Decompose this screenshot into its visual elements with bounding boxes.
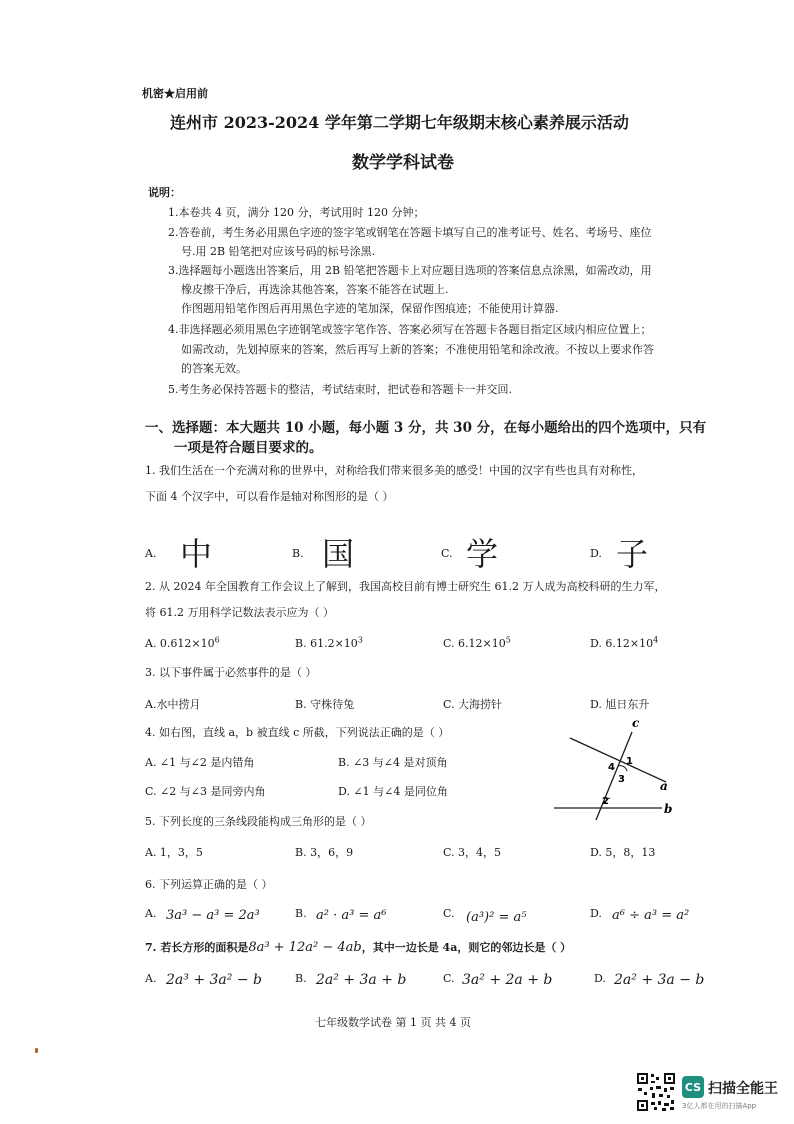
q1-stem-cont: 下面 4 个汉字中，可以看作是轴对称图形的是（ ） [145, 490, 394, 503]
option-char: 中 [180, 535, 213, 573]
label-a: a [660, 779, 668, 793]
scanner-app-name: 扫描全能王 [708, 1081, 778, 1097]
q2-option-c: C. $6.12\times 10^5$ [443, 635, 511, 650]
q4-option-a: A. ∠1 与∠2 是内错角 [145, 756, 255, 769]
instruction-line: 号.用 2B 铅笔把对应该号码的标号涂黑. [181, 245, 376, 258]
secret-label: 机密★启用前 [142, 87, 208, 100]
q4-option-d: D. ∠1 与∠4 是同位角 [338, 785, 448, 798]
q2-option-b: B. $61.2\times 10^3$ [295, 635, 363, 650]
option-char: 学 [466, 535, 499, 573]
exam-title: 连州市 2023-2024 学年第二学期七年级期末核心素养展示活动 [170, 113, 629, 132]
q3-option-a: A.水中捞月 [145, 698, 201, 711]
q5-option-c: C. 3，4，5 [443, 846, 502, 859]
angle-4: 4 [608, 762, 615, 773]
section-heading: 一、选择题：本大题共 10 小题，每小题 3 分，共 30 分，在每小题给出的四个选项中，只有 [145, 420, 707, 436]
option-letter: A. [145, 547, 157, 560]
scan-mark [35, 1048, 38, 1053]
angle-1: 1 [626, 756, 633, 767]
q3-option-b: B. 守株待兔 [295, 698, 355, 711]
instruction-line: 3.选择题每小题选出答案后，用 2B 铅笔把答题卡上对应题目选项的答案信息点涂黑，如需改动，用 [168, 264, 652, 277]
instruction-line: 的答案无效。 [181, 362, 247, 375]
scanner-tagline: 3亿人都在用的扫描App [682, 1102, 757, 1110]
q4-figure [552, 718, 682, 822]
q6-stem: 6. 下列运算正确的是（ ） [145, 878, 273, 891]
angle-3: 3 [618, 774, 625, 785]
option-letter: D. [590, 547, 602, 560]
q5-option-a: A. 1，3，5 [145, 846, 203, 859]
exam-subtitle: 数学学科试卷 [352, 153, 454, 173]
option-letter: C. [441, 547, 453, 560]
instruction-line: 橡皮擦干净后，再选涂其他答案，答案不能答在试题上. [181, 283, 449, 296]
q3-option-c: C. 大海捞针 [443, 698, 503, 711]
qr-code-icon [636, 1072, 676, 1112]
option-letter: B. [292, 547, 304, 560]
page-footer: 七年级数学试卷 第 1 页 共 4 页 [315, 1016, 471, 1029]
instruction-line: 作图题用铅笔作图后再用黑色字迹的笔加深，保留作图痕迹；不能使用计算器. [181, 302, 559, 315]
q3-option-d: D. 旭日东升 [590, 698, 650, 711]
q2-stem: 2. 从 2024 年全国教育工作会议上了解到，我国高校目前有博士研究生 61.2 万人成为高校科研的生力军， [145, 580, 666, 593]
instruction-line: 1.本卷共 4 页，满分 120 分，考试用时 120 分钟； [168, 206, 425, 219]
q1-stem: 1. 我们生活在一个充满对称的世界中，对称给我们带来很多美的感受！中国的汉字有些也具有对称性， [145, 464, 643, 477]
q5-stem: 5. 下列长度的三条线段能构成三角形的是（ ） [145, 815, 372, 828]
q4-stem: 4. 如右图，直线 a，b 被直线 c 所截，下列说法正确的是（ ） [145, 726, 450, 739]
label-b: b [664, 802, 673, 816]
q2-option-a: A. $0.612\times 10^6$ [145, 635, 220, 650]
q5-option-b: B. 3，6，9 [295, 846, 354, 859]
q2-option-d: D. $6.12\times 10^4$ [590, 635, 659, 650]
section-heading-cont: 一项是符合题目要求的。 [174, 440, 323, 456]
q4-option-b: B. ∠3 与∠4 是对顶角 [338, 756, 448, 769]
angle-2: 2 [602, 796, 609, 807]
instructions-label: 说明： [148, 186, 181, 199]
option-char: 子 [616, 535, 649, 573]
option-char: 国 [322, 535, 355, 573]
q7-stem: 7. 若长方形的面积是8a³ + 12a² − 4ab，其中一边长是 4a，则它的邻边长是（ ） [145, 940, 572, 955]
label-c: c [632, 718, 640, 730]
q5-option-d: D. 5，8，13 [590, 846, 656, 859]
q4-option-c: C. ∠2 与∠3 是同旁内角 [145, 785, 266, 798]
camscanner-logo-icon: CS [682, 1076, 704, 1098]
instruction-line: 如需改动，先划掉原来的答案，然后再写上新的答案；不准使用铅笔和涂改液。不按以上要求作答 [181, 343, 654, 356]
instruction-line: 2.答卷前，考生务必用黑色字迹的签字笔或钢笔在答题卡填写自己的准考证号、姓名、考场号、座位 [168, 226, 652, 239]
q3-stem: 3. 以下事件属于必然事件的是（ ） [145, 666, 317, 679]
q2-stem-cont: 将 61.2 万用科学记数法表示应为（ ） [145, 606, 334, 619]
instruction-line: 4.非选择题必须用黑色字迹钢笔或签字笔作答、答案必须写在答题卡各题目指定区域内相应位置上； [168, 323, 652, 336]
instruction-line: 5.考生务必保持答题卡的整洁，考试结束时，把试卷和答题卡一并交回. [168, 383, 512, 396]
